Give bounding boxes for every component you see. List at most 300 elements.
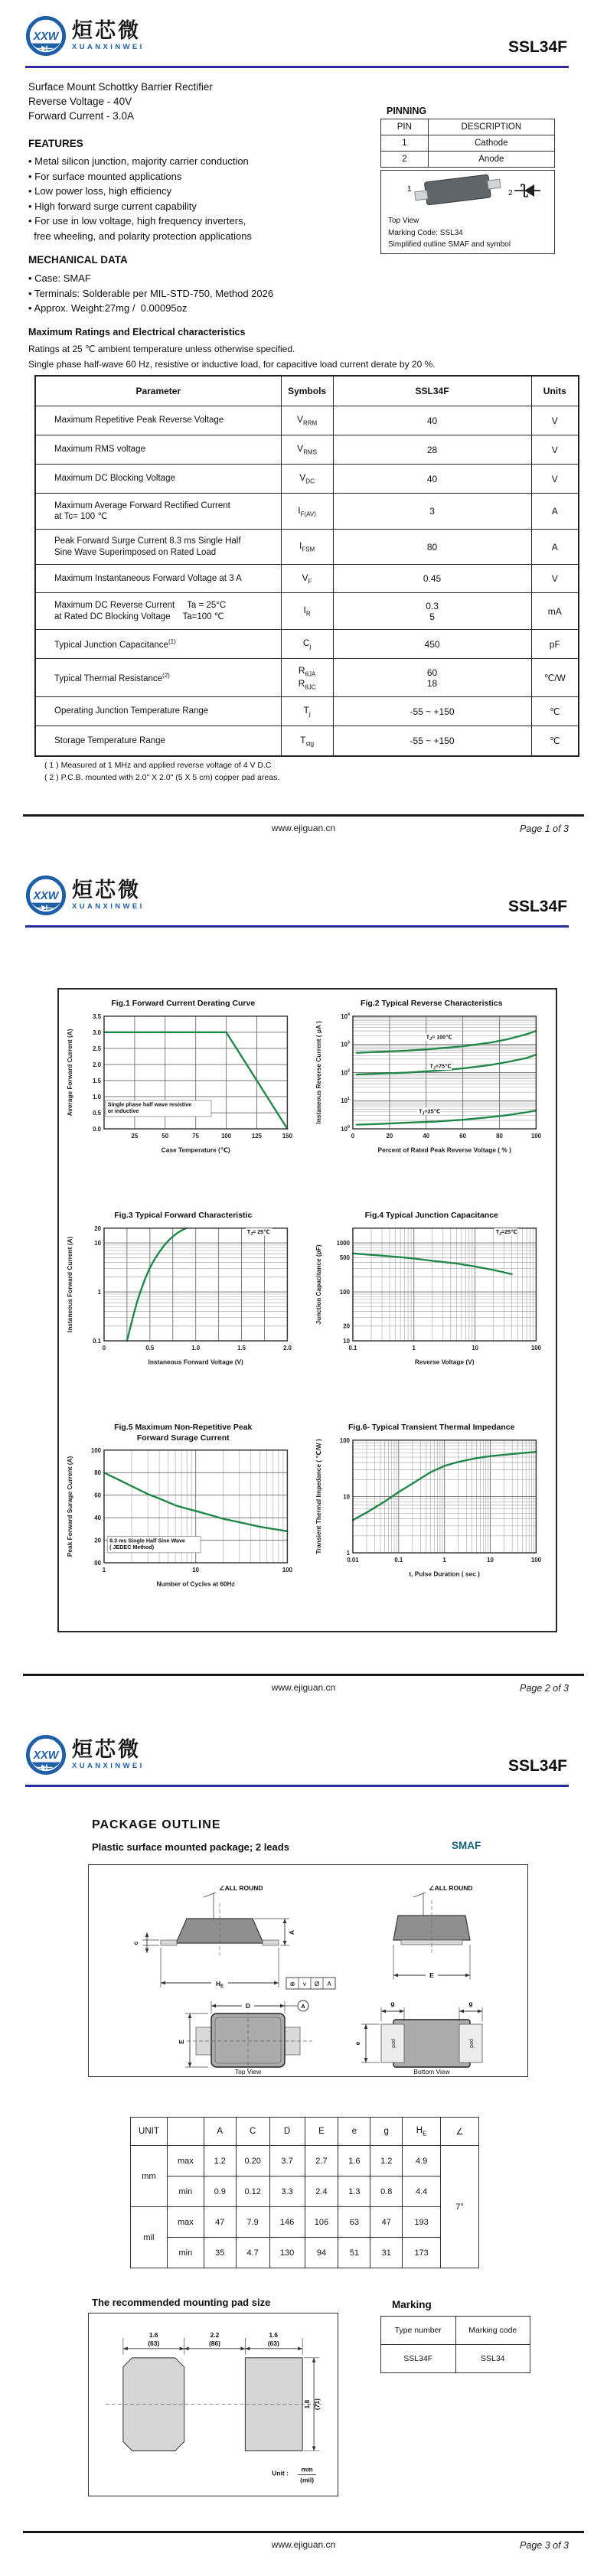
note-line: ( 2 ) P.C.B. mounted with 2.0" X 2.0" (5 X 5 cm) copper pad areas. <box>44 773 280 782</box>
annotation-text: ( JEDEC Method) <box>109 1544 155 1551</box>
label-sub: J <box>250 1231 253 1237</box>
param-line: Maximum Average Forward Rectified Current <box>54 501 230 510</box>
column-header: g <box>370 2118 403 2146</box>
x-tick-label: 0 <box>351 1132 354 1140</box>
emblem-letters: XXW <box>33 889 59 902</box>
pin1-label: 1 <box>407 185 412 194</box>
x-axis-label: Instaneous Forward Voltage (V) <box>148 1358 244 1366</box>
arrowhead <box>280 2004 285 2008</box>
param-line: at Rated DC Blocking Voltage Ta=100 ℃ <box>54 611 224 621</box>
unit-cell: V <box>531 435 579 465</box>
page-header <box>25 15 145 57</box>
footer-website: www.ejiguan.cn <box>271 1682 336 1693</box>
fcf-symbol: ⊕ <box>289 1981 295 1987</box>
arrowhead <box>145 1932 149 1937</box>
param-line: Sine Wave Superimposed on Rated Load <box>54 547 217 557</box>
table-cell: Cathode <box>428 135 554 152</box>
unit-cell: mil <box>131 2207 168 2268</box>
chart-figure-fig1 <box>61 999 305 1208</box>
column-header: Units <box>531 376 579 406</box>
characteristic-charts-panel <box>57 988 557 1632</box>
mounting-pad-box <box>88 2313 338 2496</box>
features-title: FEATURES <box>28 138 83 149</box>
column-header <box>167 2118 204 2146</box>
brand-name-en: XUANXINWEI <box>72 1762 145 1771</box>
list-item: • Terminals: Solderable per MIL-STD-750, Method 2026 <box>28 287 274 299</box>
note-ref: (2) <box>162 672 170 680</box>
label-rest: =25℃ <box>424 1108 441 1115</box>
top-view-caption: Top View <box>234 2068 262 2075</box>
symbol: $I_{F(AV)}$ <box>298 504 316 518</box>
y-tick-label: 3.5 <box>93 1012 102 1020</box>
chart-fig2 <box>311 1009 553 1170</box>
symbol-cell <box>281 593 333 630</box>
chart-title: Fig.6- Typical Transient Thermal Impedance <box>348 1423 515 1432</box>
dim-value: 130 <box>269 2238 305 2268</box>
unit-cell: ℃ <box>531 726 579 756</box>
list-item: • Case: SMAF <box>28 272 91 284</box>
y-tick-label: 1 <box>346 1549 350 1557</box>
dim-value: 0.8 <box>370 2177 403 2207</box>
chart-title: Fig.2 Typical Reverse Characteristics <box>361 999 503 1008</box>
dim-value: 193 <box>403 2207 441 2238</box>
pin2-label: 2 <box>508 189 513 197</box>
symbol: $I_{FSM}$ <box>299 540 315 553</box>
minmax-cell: max <box>167 2146 204 2177</box>
package-outline-box <box>88 1864 528 2077</box>
caption-line: Simplified outline SMAF and symbol <box>388 240 511 249</box>
table-row <box>131 2207 479 2238</box>
value-line: -55 ~ +150 <box>410 735 455 746</box>
desc-line: Forward Current - 3.0A <box>28 110 135 122</box>
x-tick-label: 1 <box>412 1344 416 1352</box>
dim-D-label: D <box>245 2002 251 2010</box>
chart-title: Fig.4 Typical Junction Capacitance <box>364 1211 498 1220</box>
pow-exp: 4 <box>347 1012 350 1017</box>
dim-value: 7.9 <box>236 2207 269 2238</box>
table-row <box>35 726 579 756</box>
y-tick-label <box>341 1097 350 1104</box>
pad-label: pad <box>469 2039 475 2048</box>
dim-value: 4.9 <box>403 2146 441 2177</box>
table-body <box>131 2146 479 2268</box>
package-body <box>424 174 491 205</box>
x-tick-label: 40 <box>423 1132 429 1140</box>
param-cell <box>35 406 281 435</box>
dim-value: 63 <box>338 2207 370 2238</box>
param-cell <box>35 659 281 697</box>
arrowhead <box>245 2346 250 2350</box>
series-curve <box>357 1110 537 1125</box>
chart-title: Fig.3 Typical Forward Characteristic <box>114 1211 253 1220</box>
arrowhead <box>465 1974 470 1978</box>
column-header: Parameter <box>35 376 281 406</box>
table-row <box>381 135 555 152</box>
unit-cell: V <box>531 465 579 494</box>
brand-logo <box>25 15 145 57</box>
pad-label: pad <box>391 2039 397 2048</box>
label-sub: J <box>422 1111 425 1117</box>
features-list <box>28 154 252 243</box>
brand-logo <box>25 1734 145 1775</box>
minmax-cell: min <box>167 2238 204 2268</box>
arrowhead <box>211 2004 216 2008</box>
column-header: E <box>305 2118 338 2146</box>
x-tick-label: 50 <box>162 1132 169 1140</box>
package-lead-1 <box>415 191 428 201</box>
dim-value: 173 <box>403 2238 441 2268</box>
param-line: at Tc= 100 ℃ <box>54 512 108 521</box>
fcf-symbol: Ø <box>314 1981 320 1987</box>
label-rest: = 25℃ <box>253 1228 271 1235</box>
symbol-cell <box>281 659 333 697</box>
dim-value: 47 <box>204 2207 236 2238</box>
dim-value: 2.7 <box>305 2146 338 2177</box>
dim-value: 3.3 <box>269 2177 305 2207</box>
all-round-label: ∠ALL ROUND <box>429 1884 473 1892</box>
table-cell: 1 <box>381 135 429 152</box>
arrowhead <box>188 2014 192 2018</box>
dim-value: 0.20 <box>236 2146 269 2177</box>
chart-figure-fig2 <box>310 999 553 1208</box>
pad-dim: 1.6 <box>269 2330 279 2339</box>
label-rest: = 100℃ <box>431 1033 452 1040</box>
value-cell <box>333 406 531 435</box>
symbol-cell <box>281 630 333 659</box>
arrowhead <box>161 1981 165 1985</box>
y-tick-label: 60 <box>94 1492 102 1499</box>
chart-figure-fig3 <box>61 1211 305 1420</box>
param-line: Peak Forward Surge Current 8.3 ms Single Half <box>54 536 241 546</box>
dim-value: 2.4 <box>305 2177 338 2207</box>
value-line: 40 <box>426 415 438 426</box>
header-row <box>381 2317 530 2345</box>
dim-value: 4.7 <box>236 2238 269 2268</box>
arrowhead <box>298 2346 302 2350</box>
symbol-cell <box>281 565 333 593</box>
all-round-label: ∠ALL ROUND <box>219 1884 263 1892</box>
schottky-diode-icon <box>514 184 540 197</box>
y-tick-label: 80 <box>94 1469 102 1477</box>
symbol-cell <box>281 530 333 565</box>
param-line: Maximum DC Blocking Voltage <box>54 474 175 484</box>
brand-text <box>72 880 145 911</box>
table-body <box>381 2345 530 2373</box>
symbol: $I_R$ <box>303 605 311 618</box>
footer-rule <box>23 1674 584 1676</box>
pad-dim-mil: (63) <box>148 2339 160 2347</box>
param-line: Maximum Instantaneous Forward Voltage at 3 A <box>54 573 242 583</box>
table-cell: Anode <box>428 152 554 168</box>
emblem-letters: XXW <box>33 1749 59 1762</box>
symbol: $T_j$ <box>303 705 311 718</box>
dim-value: 1.6 <box>338 2146 370 2177</box>
symbol-sub: θJC <box>305 683 316 690</box>
dim-value: 106 <box>305 2207 338 2238</box>
brand-emblem <box>25 1734 67 1775</box>
x-tick-label: 10 <box>192 1567 200 1574</box>
param-line: Maximum Repetitive Peak Reverse Voltage <box>54 416 224 426</box>
x-tick-label: 100 <box>530 1132 541 1140</box>
header-row <box>35 376 579 406</box>
label-rest: =25℃ <box>501 1228 517 1235</box>
dim-e-label: e <box>354 2041 361 2046</box>
column-header: e <box>338 2118 370 2146</box>
pad-dim-mil: (63) <box>267 2339 279 2347</box>
dim-value: 51 <box>338 2238 370 2268</box>
x-axis-label: Percent of Rated Peak Reverse Voltage ( % ) <box>377 1146 511 1154</box>
label-sub: J <box>498 1231 501 1237</box>
y-tick-label <box>341 1012 350 1019</box>
datum-label: A <box>301 2003 305 2010</box>
table-row <box>131 2177 479 2207</box>
chart-fig4 <box>311 1221 553 1382</box>
symbol: $R_{\theta JA}$ <box>298 665 316 678</box>
table-row <box>35 630 579 659</box>
y-tick-label: 1.0 <box>93 1093 102 1101</box>
x-tick-label: 0.01 <box>347 1556 359 1564</box>
x-tick-label: 0.5 <box>145 1344 155 1352</box>
brand-name-cn: 烜芯微 <box>72 1738 141 1762</box>
package-lead-2 <box>488 179 501 189</box>
dim-value: 1.2 <box>370 2146 403 2177</box>
param-line: Typical Thermal Resistance$^{(2)}$ <box>54 672 170 684</box>
pow-base: 10 <box>341 1069 348 1077</box>
list-item: • For use in low voltage, high frequency inverters, <box>28 215 246 227</box>
y-tick-label: 0.5 <box>93 1109 102 1117</box>
arrowhead <box>188 2062 192 2067</box>
chart-figure-fig6 <box>310 1423 553 1632</box>
brand-logo <box>25 875 145 916</box>
y-tick-label: 100 <box>339 1288 350 1296</box>
column-header: Marking code <box>455 2317 530 2345</box>
value-cell <box>333 726 531 756</box>
ratings-table-host <box>34 375 579 757</box>
label-base: T <box>429 1063 433 1070</box>
arrowhead <box>312 2358 316 2362</box>
column-header: ∠ <box>441 2118 479 2146</box>
y-tick-label: 10 <box>343 1337 350 1345</box>
page-3 <box>0 1719 607 2576</box>
table-row <box>35 659 579 697</box>
column-header: SSL34F <box>333 376 531 406</box>
value-line: 0.3 <box>426 600 439 611</box>
header-rule <box>25 925 569 928</box>
brand-emblem <box>25 15 67 57</box>
y-tick-label: 20 <box>343 1322 350 1330</box>
symbol-sub: θJA <box>305 670 316 678</box>
y-tick-label: 20 <box>94 1537 102 1544</box>
label-base: T <box>495 1228 499 1235</box>
pow-exp: 3 <box>347 1040 350 1045</box>
dim-value: 3.7 <box>269 2146 305 2177</box>
y-axis-label: Instaneous Reverse Current ( μA ) <box>314 1020 322 1124</box>
product-description <box>28 80 213 123</box>
x-tick-label: 60 <box>459 1132 466 1140</box>
dim-HE-label: $H_E$ <box>216 1980 224 1989</box>
bottom-view-caption: Bottom View <box>413 2068 450 2075</box>
dim-value: 1.3 <box>338 2177 370 2207</box>
symbol-sub: RMS <box>303 448 317 456</box>
unit-cell: A <box>531 494 579 530</box>
x-tick-label: 20 <box>386 1132 393 1140</box>
marking-table-host <box>380 2316 530 2373</box>
unit-cell: mm <box>131 2146 168 2207</box>
x-tick-label: 100 <box>530 1556 541 1564</box>
y-tick-label: 100 <box>91 1447 102 1455</box>
unit-mil: (mil) <box>300 2476 315 2484</box>
pow-base: 10 <box>341 1012 348 1020</box>
pad-dim: 1.6 <box>148 2330 158 2339</box>
pow-base: 10 <box>341 1041 348 1048</box>
symbol-sub: R <box>305 610 311 618</box>
pinning-outline-box <box>380 170 555 254</box>
table-body <box>381 135 555 168</box>
footer-website: www.ejiguan.cn <box>271 823 336 833</box>
list-item: free wheeling, and polarity protection applications <box>28 230 252 242</box>
x-tick-label: 25 <box>131 1132 139 1140</box>
symbol-cell <box>281 494 333 530</box>
table-row <box>35 435 579 465</box>
symbol: $V_{RRM}$ <box>296 414 318 427</box>
label-base: T <box>426 1033 429 1040</box>
symbol-cell <box>281 697 333 726</box>
annotation-text: or inductive <box>108 1107 139 1114</box>
caption-line: Marking Code: SSL34 <box>388 228 463 237</box>
table-body <box>35 406 579 756</box>
y-tick-label: 10 <box>94 1239 102 1247</box>
bottom-view <box>354 2000 482 2075</box>
package-name: SMAF <box>452 1840 481 1851</box>
mk-table-table <box>380 2316 530 2373</box>
symbol: $V_{DC}$ <box>299 472 315 485</box>
symbol-cell <box>281 726 333 756</box>
fcf-symbol: A <box>327 1981 331 1987</box>
x-tick-label: 1 <box>103 1567 106 1574</box>
page-2 <box>0 859 607 1719</box>
symbol: $C_j$ <box>302 637 312 651</box>
smaf-package-3d <box>413 173 501 206</box>
label-sub: J <box>429 1036 432 1042</box>
x-tick-label: 10 <box>486 1556 494 1564</box>
arrowhead <box>478 2010 482 2014</box>
unit-mm: mm <box>301 2465 313 2473</box>
param-cell <box>35 630 281 659</box>
value-line: 18 <box>426 677 438 689</box>
unit-cell: ℃ <box>531 697 579 726</box>
pad-dim: 2.2 <box>210 2330 220 2339</box>
arrowhead <box>400 2010 404 2014</box>
page-header <box>25 875 145 916</box>
series-label <box>495 1229 517 1237</box>
value-line: 3 <box>429 506 435 517</box>
pad-dim-mil: (86) <box>208 2339 221 2347</box>
package-outline-drawing <box>89 1865 526 2075</box>
pow-exp: 1 <box>347 1096 350 1101</box>
label-sub: J <box>432 1066 436 1071</box>
table-cell: SSL34F <box>381 2345 456 2373</box>
pow-exp: 0 <box>347 1124 350 1130</box>
table-head <box>381 2317 530 2345</box>
table-head <box>381 119 555 135</box>
dimension-table-host <box>130 2117 479 2268</box>
table-row <box>131 2238 479 2268</box>
unit-label: Unit : <box>272 2469 289 2477</box>
y-tick-label <box>341 1068 350 1076</box>
footer-website: www.ejiguan.cn <box>271 2539 336 2550</box>
series-label <box>419 1108 440 1116</box>
note-ref: (1) <box>168 638 176 646</box>
dim-value: 0.9 <box>204 2177 236 2207</box>
table-row <box>35 406 579 435</box>
arrowhead <box>283 1941 287 1945</box>
product-title: SSL34F <box>507 898 567 915</box>
package-symbol-drawing <box>381 171 543 212</box>
y-tick-label: 2.0 <box>93 1061 102 1068</box>
arrowhead <box>459 2010 464 2014</box>
annotation-text: 8.3 ms Single Half Sine Wave <box>109 1537 186 1544</box>
y-axis-label: Junction Capacitance (pF) <box>314 1244 322 1325</box>
value-line: 60 <box>426 667 438 678</box>
brand-name-en: XUANXINWEI <box>72 43 145 52</box>
value-cell <box>333 530 531 565</box>
table-row <box>381 152 555 168</box>
brand-text <box>72 1740 145 1770</box>
list-item: • Low power loss, high efficiency <box>28 185 172 197</box>
label-base: T <box>246 1228 251 1235</box>
x-tick-label: 75 <box>192 1132 200 1140</box>
value-cell <box>333 630 531 659</box>
x-axis-label: Reverse Voltage (V) <box>414 1358 475 1366</box>
y-tick-label: 3.0 <box>93 1029 102 1036</box>
symbol-cell <box>281 465 333 494</box>
angle-cell: 7° <box>441 2146 479 2268</box>
y-tick-label: 500 <box>339 1254 350 1261</box>
param-cell <box>35 435 281 465</box>
y-axis-label: Transient Thermal Impedance ( ℃/W ) <box>314 1438 322 1554</box>
x-tick-label: 1 <box>442 1556 446 1564</box>
arrowhead <box>184 2346 189 2350</box>
footer-page-number: Page 3 of 3 <box>520 2540 569 2551</box>
value-cell <box>333 593 531 630</box>
minmax-cell: max <box>167 2207 204 2238</box>
ratings-title: Maximum Ratings and Electrical characteristics <box>28 327 246 337</box>
column-header: Type number <box>381 2317 456 2345</box>
value-cell <box>333 565 531 593</box>
table-row <box>35 465 579 494</box>
table-cell: SSL34 <box>455 2345 530 2373</box>
table-head <box>131 2118 479 2146</box>
brand-name-cn: 烜芯微 <box>72 879 141 902</box>
dim-g-label: g <box>468 2000 473 2007</box>
chart-fig6 <box>311 1433 553 1594</box>
param-cell <box>35 697 281 726</box>
pow-base: 10 <box>341 1097 348 1104</box>
footer-page-number: Page 2 of 3 <box>520 1683 569 1694</box>
y-tick-label: 100 <box>339 1436 350 1444</box>
dim-value: 1.2 <box>204 2146 236 2177</box>
list-item: • Metal silicon junction, majority carrier conduction <box>28 155 249 167</box>
symbol: $V_{RMS}$ <box>297 443 317 456</box>
value-line: 28 <box>426 444 438 455</box>
y-axis-label: Instaneous Forward Current (A) <box>66 1236 74 1332</box>
chart-title: Fig.1 Forward Current Derating Curve <box>111 999 256 1008</box>
desc-line: Surface Mount Schottky Barrier Rectifier <box>28 81 213 93</box>
dim-value: 4.4 <box>403 2177 441 2207</box>
fcf-symbol: v <box>303 1981 306 1987</box>
x-tick-label: 10 <box>472 1344 478 1352</box>
ratings-subtitle: Single phase half-wave 60 Hz, resistive or inductive load, for capacitive load current derate by 20 %. <box>28 359 436 370</box>
